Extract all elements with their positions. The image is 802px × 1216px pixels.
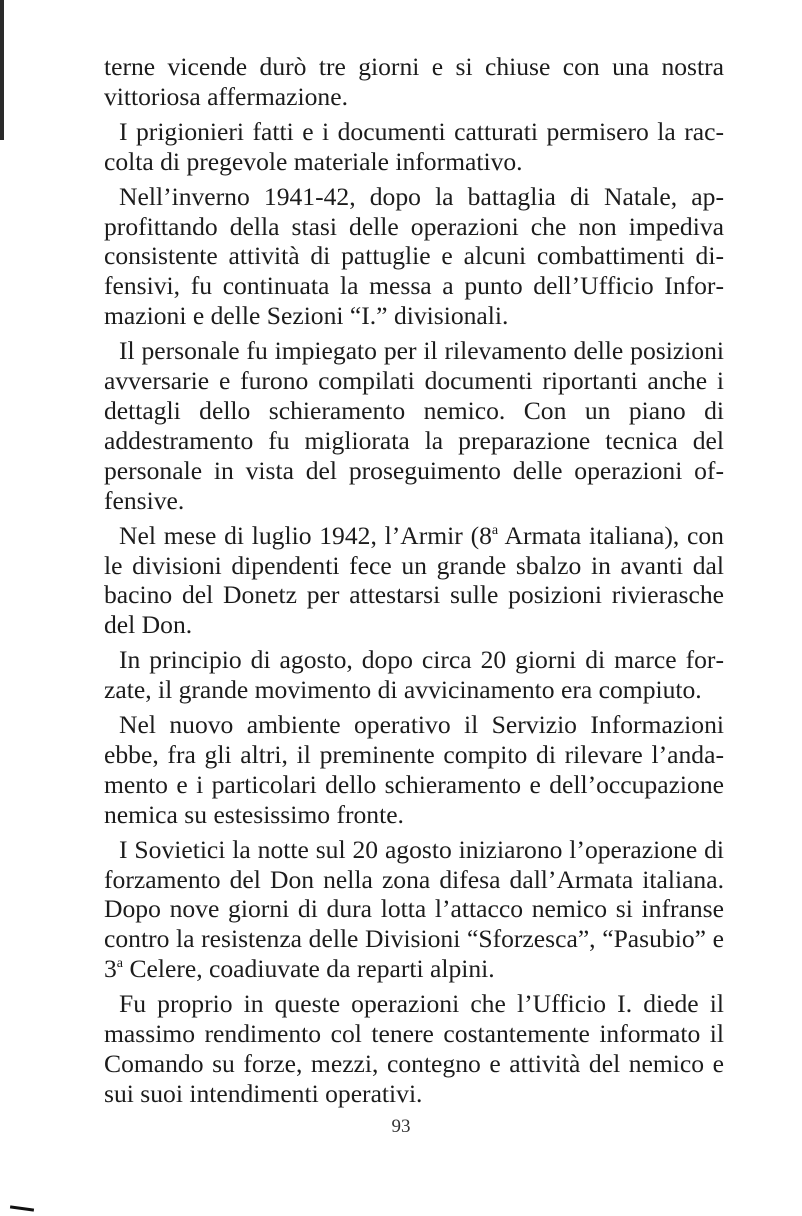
paragraph-july-1942-armir [104, 521, 724, 641]
paragraph-personnel: Il personale fu impiegato per il rilevamento delle posizioni avversarie e furono compilati documenti riportanti anche i dettagli dello schieramento nemico. Con un piano di addestramento fu migliorata la preparazione tecnica del personale in vista del proseguimento delle operazioni offensive. [104, 336, 724, 515]
paragraph-august-march: In principio di agosto, dopo circa 20 giorni di marce forzate, il grande movimento di avvicinamento era compiuto. [104, 645, 724, 705]
page-number: 93 [391, 1116, 411, 1137]
text-segment: Armata italiana), con le divisioni dipendenti fece un grande sbalzo in avanti dal bacino del Donetz per attestarsi sulle posizioni rivierasche del Don. [104, 520, 724, 640]
paragraph-soviet-offensive [104, 835, 724, 985]
paragraph-ufficio-i-performance: Fu proprio in queste operazioni che l’Ufficio I. diede il massimo rendimento col tenere costantemente informato il Comando su forze, mezzi, contegno e attività del nemico e sui suoi intendimenti operativi. [104, 989, 724, 1108]
binding-edge-shadow [0, 0, 4, 140]
page-body [104, 52, 724, 1114]
text-segment: I Sovietici la notte sul 20 agosto iniziarono l’operazione di forzamento del Don nella zona difesa dall’Armata italiana. Dopo nove giorni di dura lotta l’attacco nemico si infranse contro la resistenza delle Divisioni “Sforzesca”, “Pasubio” e 3 [104, 834, 724, 984]
text-segment: Nel mese di luglio 1942, l’Armir (8 [119, 520, 492, 550]
paragraph-prisoners-documents: I prigionieri fatti e i documenti catturati permisero la raccolta di pregevole materiale informativo. [104, 116, 724, 176]
paragraph-winter-1941-42: Nell’inverno 1941-42, dopo la battaglia di Natale, approfittando della stasi delle operazioni che non impediva consistente attività di pattuglie e alcuni combattimenti difensivi, fu continuata la messa a punto dell’Ufficio Informazioni e delle Sezioni “I.” divisionali. [104, 181, 724, 331]
superscript: a [116, 955, 124, 972]
text-segment: Celere, coadiuvate da reparti alpini. [123, 954, 495, 984]
paragraph-continuation: terne vicende durò tre giorni e si chiuse con una nostra vittoriosa affermazione. [104, 52, 724, 111]
corner-scan-mark [10, 1205, 34, 1211]
paragraph-information-service: Nel nuovo ambiente operativo il Servizio Informazioni ebbe, fra gli altri, il preminente compito di rilevare l’andamento e i particolari dello schieramento e dell’occupazione nemica su estesissimo fronte. [104, 710, 724, 829]
superscript: a [491, 521, 499, 538]
